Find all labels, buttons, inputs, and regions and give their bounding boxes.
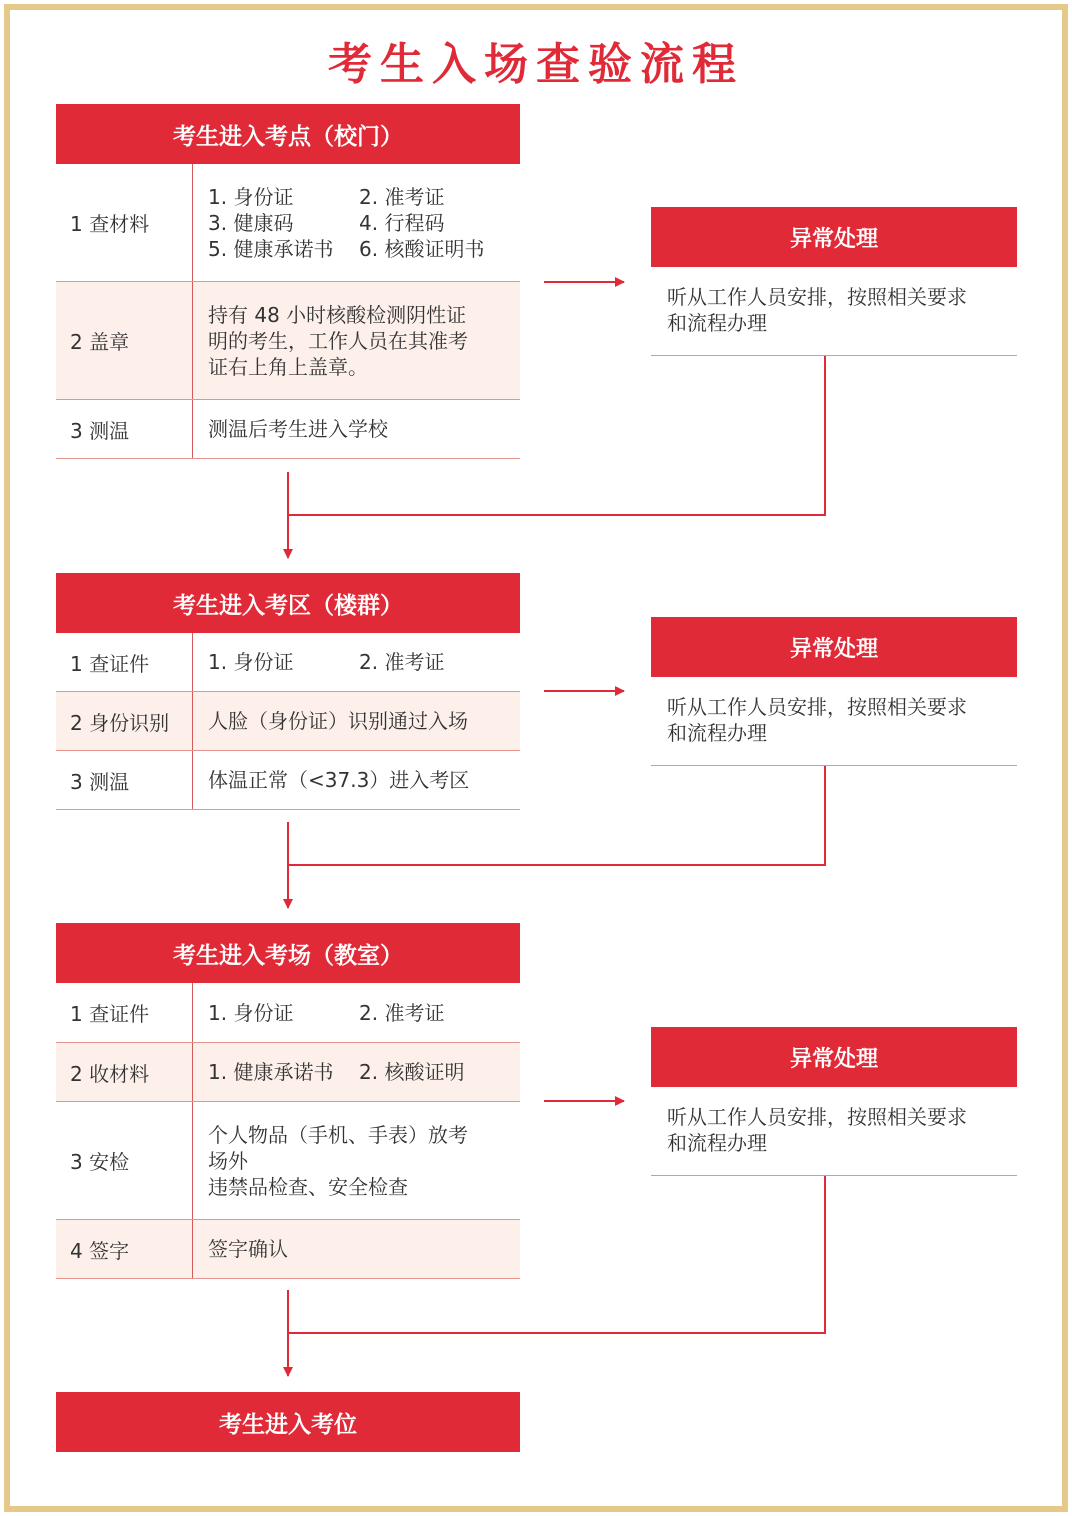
text-line: 测温后考生进入学校 xyxy=(208,417,388,441)
stage-1-row-temperature xyxy=(56,400,520,459)
item: 6. 核酸证明书 xyxy=(359,236,485,261)
row-label: 3 测温 xyxy=(56,751,193,809)
row-label: 1 查证件 xyxy=(56,983,193,1042)
item: 1. 身份证 xyxy=(208,650,294,674)
item: 2. 核酸证明 xyxy=(359,1060,465,1084)
item: 1. 健康承诺书 xyxy=(208,1060,334,1084)
text-line: 人脸（身份证）识别通过入场 xyxy=(208,709,468,733)
row-label: 1 查材料 xyxy=(56,164,193,281)
row-label: 2 收材料 xyxy=(56,1043,193,1101)
text-line: 证右上角上盖章。 xyxy=(208,354,368,379)
stage-2-row-temperature xyxy=(56,751,520,810)
row-value xyxy=(208,692,510,750)
text-line: 个人物品（手机、手表）放考 xyxy=(208,1122,468,1147)
text-line: 明的考生，工作人员在其准考 xyxy=(208,328,468,353)
row-value xyxy=(208,164,510,281)
stage-2-row-identity xyxy=(56,692,520,751)
row-value xyxy=(208,751,510,809)
text-line: 持有 48 小时核酸检测阴性证 xyxy=(208,302,467,327)
stage-3-row-documents xyxy=(56,983,520,1043)
stage-3-row-security xyxy=(56,1102,520,1220)
item: 2. 准考证 xyxy=(359,650,445,674)
text-line: 听从工作人员安排，按照相关要求 xyxy=(667,285,967,309)
text-line: 和流程办理 xyxy=(667,721,767,745)
row-value xyxy=(208,282,510,399)
item: 4. 行程码 xyxy=(359,210,445,235)
row-label: 1 查证件 xyxy=(56,633,193,691)
page-title: 考生入场查验流程 xyxy=(328,39,744,90)
stage-3-header: 考生进入考场（教室） xyxy=(56,923,520,983)
row-label: 2 盖章 xyxy=(56,282,193,399)
exception-header: 异常处理 xyxy=(651,1027,1017,1087)
stage-1-row-stamp xyxy=(56,282,520,400)
item: 2. 准考证 xyxy=(359,1000,445,1025)
item: 5. 健康承诺书 xyxy=(208,236,334,261)
row-value xyxy=(208,1102,510,1219)
row-label: 3 安检 xyxy=(56,1102,193,1219)
item: 2. 准考证 xyxy=(359,184,445,209)
stage-3-row-collect xyxy=(56,1043,520,1102)
text-line: 听从工作人员安排，按照相关要求 xyxy=(667,695,967,719)
text-line: 听从工作人员安排，按照相关要求 xyxy=(667,1105,967,1129)
stage-2-exception xyxy=(651,617,1017,766)
item: 1. 身份证 xyxy=(208,1000,294,1025)
item: 1. 身份证 xyxy=(208,184,294,209)
row-label: 3 测温 xyxy=(56,400,193,458)
row-label: 4 签字 xyxy=(56,1220,193,1278)
stage-1-header: 考生进入考点（校门） xyxy=(56,104,520,164)
exception-text xyxy=(651,1087,1017,1156)
stage-3-row-signature xyxy=(56,1220,520,1279)
text-line: 场外 xyxy=(208,1148,248,1173)
stage-3-exception xyxy=(651,1027,1017,1176)
final-step: 考生进入考位 xyxy=(56,1392,520,1452)
text-line: 违禁品检查、安全检查 xyxy=(208,1174,408,1199)
exception-text xyxy=(651,267,1017,336)
exception-text xyxy=(651,677,1017,746)
text-line: 和流程办理 xyxy=(667,1131,767,1155)
row-label: 2 身份识别 xyxy=(56,692,193,750)
exception-header: 异常处理 xyxy=(651,617,1017,677)
stage-2-row-documents xyxy=(56,633,520,692)
text-line: 体温正常（<37.3）进入考区 xyxy=(208,768,470,792)
stage-1-exception xyxy=(651,207,1017,356)
row-value xyxy=(208,1043,510,1101)
row-value xyxy=(208,1220,510,1278)
stage-1-row-materials xyxy=(56,164,520,282)
row-value xyxy=(208,633,510,691)
item: 3. 健康码 xyxy=(208,210,294,235)
exception-header: 异常处理 xyxy=(651,207,1017,267)
text-line: 签字确认 xyxy=(208,1237,288,1261)
row-value xyxy=(208,400,510,458)
stage-2-header: 考生进入考区（楼群） xyxy=(56,573,520,633)
row-value xyxy=(208,983,510,1042)
text-line: 和流程办理 xyxy=(667,311,767,335)
